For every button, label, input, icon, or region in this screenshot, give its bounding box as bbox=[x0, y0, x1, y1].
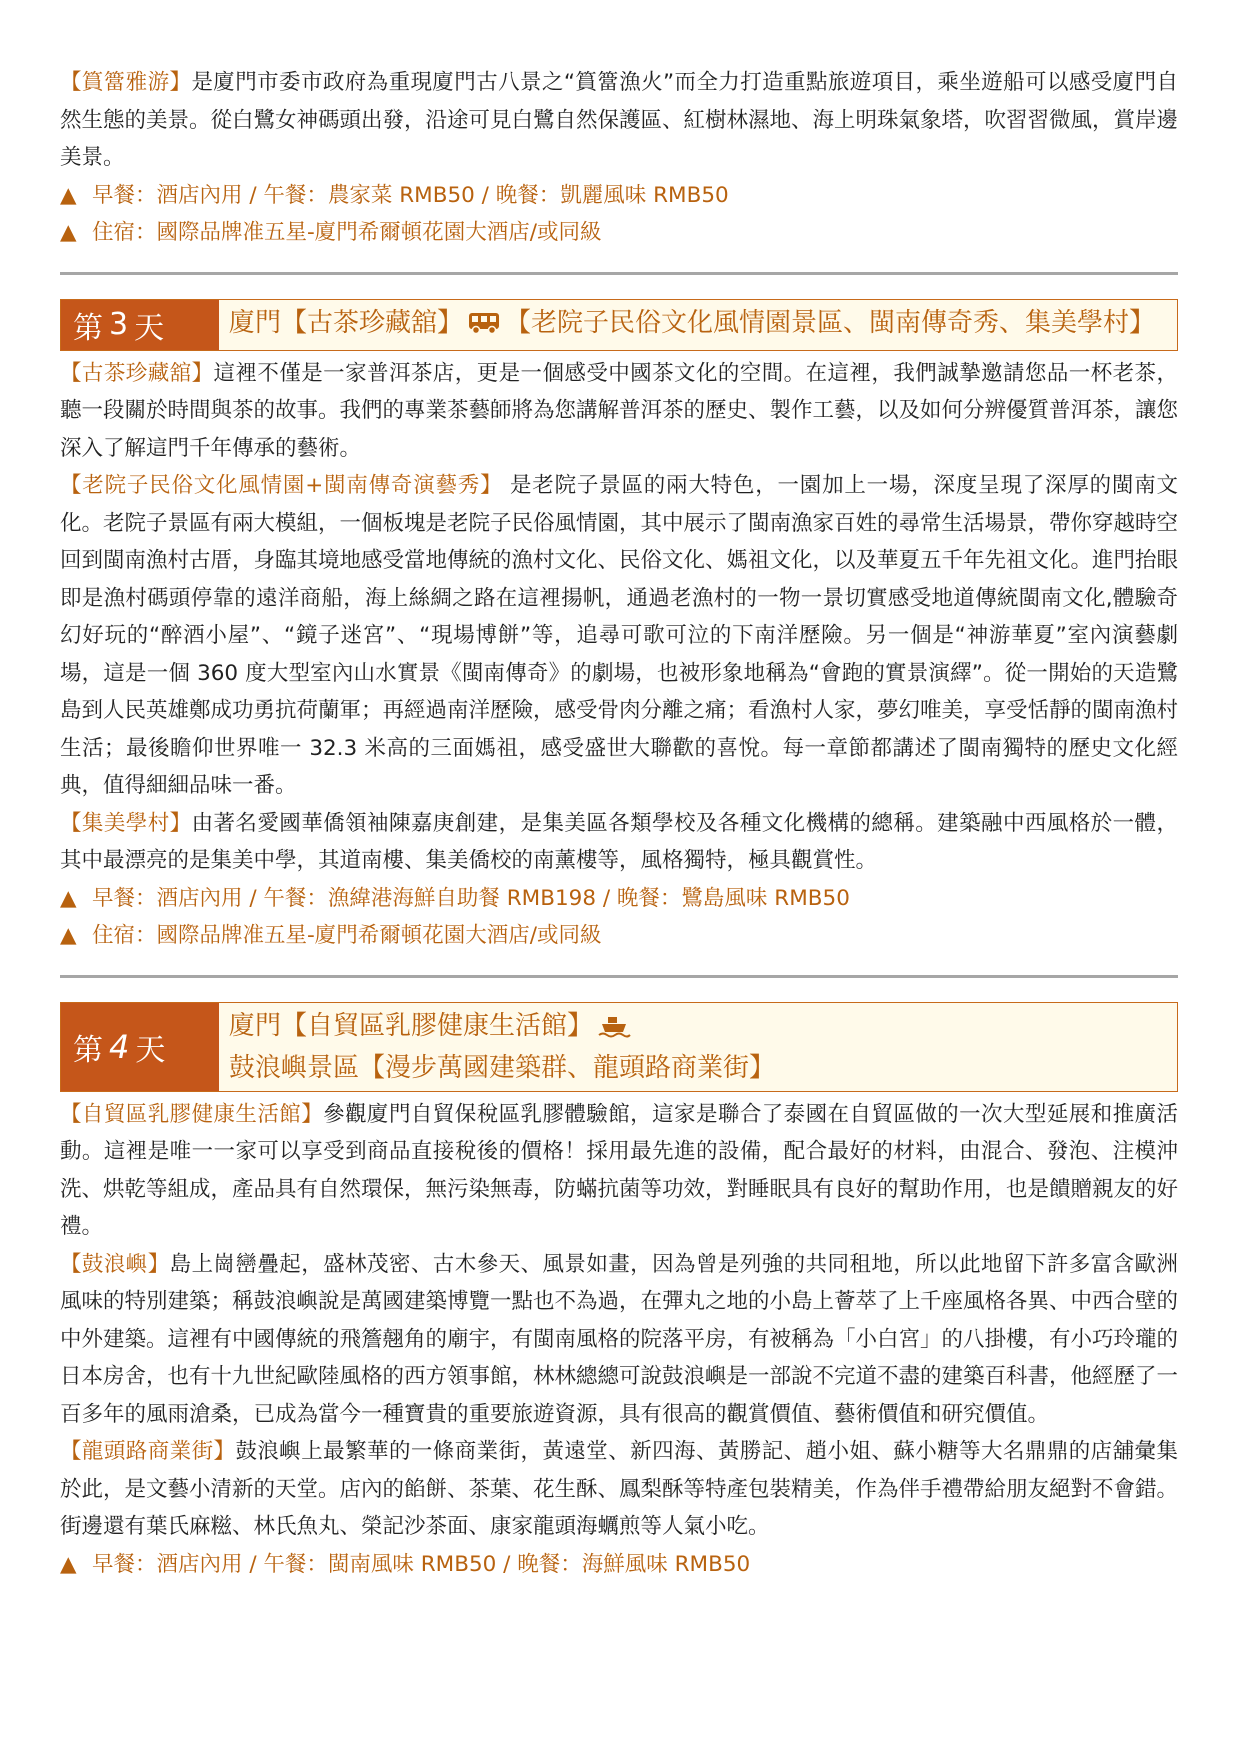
section-text: 這裡不僅是一家普洱茶店，更是一個感受中國茶文化的空間。在這裡，我們誠摯邀請您品一杯老茶，聽一段關於時間與茶的故事。我們的專業茶藝師將為您講解普洱茶的歷史、製作工藝，以及如何分辨優質普洱茶，讓您深入了解這門千年傳承的藝術。 bbox=[60, 360, 1179, 461]
intro-meal-line bbox=[60, 177, 1178, 215]
triangle-bullet-icon: ▲ bbox=[60, 220, 77, 245]
section-tag: 【古茶珍藏舘】 bbox=[60, 360, 214, 386]
day-number: 4 bbox=[109, 1027, 130, 1066]
section-tag: 【龍頭路商業街】 bbox=[60, 1439, 236, 1464]
day4-section-1 bbox=[60, 1096, 1178, 1246]
triangle-bullet-icon: ▲ bbox=[60, 1551, 77, 1577]
section-text: 島上崗巒疊起，盛林茂密、古木參天、風景如畫，因為曾是列強的共同租地，所以此地留下許多富含歐洲風味的特別建築；稱鼓浪嶼說是萬國建築博覽一點也不為過，在彈丸之地的小島上薈萃了上千座風格各異、中西合壁的中外建築。這裡有中國傳統的飛簷翹角的廟宇，有閩南風格的院落平房，有被稱為「小白宮」的八掛樓，有小巧玲瓏的日本房舍，也有十九世紀歐陸風格的西方領事館，林林總總可說鼓浪嶼是一部說不完道不盡的建築百科書，他經歷了一百多年的風雨滄桑，已成為當今一種寶貴的重要旅遊資源，具有很高的觀賞價值、藝術價值和研究價值。 bbox=[60, 1251, 1179, 1427]
day-number: 3 bbox=[109, 307, 129, 342]
intro-hotel: 住宿：國際品牌准五星-廈門希爾頓花園大酒店/或同級 bbox=[92, 220, 602, 245]
day3-section-1 bbox=[60, 355, 1178, 468]
day4-meal-line bbox=[60, 1546, 1178, 1584]
section-tag: 【自貿區乳膠健康生活館】 bbox=[60, 1101, 324, 1127]
section-text: 由著名愛國華僑領袖陳嘉庚創建，是集美區各類學校及各種文化機構的總稱。建築融中西風格於一體，其中最漂亮的是集美中學，其道南樓、集美僑校的南薰樓等，風格獨特，極具觀賞性。 bbox=[60, 810, 1178, 873]
day3-section-3 bbox=[60, 805, 1178, 880]
ferry-icon bbox=[597, 1011, 631, 1049]
day4-label bbox=[61, 1003, 219, 1091]
day-suffix: 天 bbox=[135, 1032, 166, 1068]
day3-title bbox=[219, 300, 1177, 350]
intro-hotel-line bbox=[60, 214, 1178, 252]
day3-header bbox=[60, 299, 1178, 351]
day3-meal: 早餐：酒店內用 / 午餐：漁緯港海鮮自助餐 RMB198 / 晚餐：鷺島風味 RMB50 bbox=[92, 885, 850, 911]
section-tag: 【集美學村】 bbox=[60, 810, 192, 836]
intro-tag: 【篔簹雅游】 bbox=[60, 70, 192, 95]
intro-text: 是廈門市委市政府為重現廈門古八景之“篔簹漁火”而全力打造重點旅遊項目，乘坐遊船可以感受廈門自然生態的美景。從白鷺女神碼頭出發，沿途可見白鷺自然保護區、紅樹林濕地、海上明珠氣象塔，吹習習微風，賞岸邊美景。 bbox=[60, 70, 1179, 170]
day-prefix: 第 bbox=[73, 1032, 103, 1068]
day4-header bbox=[60, 1002, 1178, 1092]
day-prefix: 第 bbox=[73, 310, 103, 346]
section-text: 鼓浪嶼上最繁華的一條商業街，黃遠堂、新四海、黃勝記、趙小姐、蘇小糖等大名鼎鼎的店舖彙集於此，是文藝小清新的天堂。店內的餡餅、茶葉、花生酥、鳳梨酥等特產包裝精美，作為伴手禮帶給朋友絕對不會錯。街邊還有葉氏麻糍、林氏魚丸、榮記沙茶面、康家龍頭海蠣煎等人氣小吃。 bbox=[60, 1439, 1179, 1539]
section-divider bbox=[60, 272, 1178, 275]
day3-section-2 bbox=[60, 467, 1178, 805]
day3-meal-line bbox=[60, 880, 1178, 918]
day4-meal: 早餐：酒店內用 / 午餐：閩南風味 RMB50 / 晚餐：海鮮風味 RMB50 bbox=[92, 1551, 751, 1577]
itinerary-page bbox=[60, 64, 1178, 1583]
section-divider bbox=[60, 975, 1178, 978]
triangle-bullet-icon: ▲ bbox=[60, 182, 77, 208]
section-text: 是老院子景區的兩大特色，一園加上一場，深度呈現了深厚的閩南文化。老院子景區有兩大模組，一個板塊是老院子民俗風情園，其中展示了閩南漁家百姓的尋常生活場景，帶你穿越時空回到閩南漁村古厝，身臨其境地感受當地傳統的漁村文化、民俗文化、媽祖文化，以及華夏五千年先祖文化。進門抬眼即是漁村碼頭停靠的遠洋商船，海上絲綢之路在這裡揚帆，通過老漁村的一物一景切實感受地道傳統閩南文化,體驗奇幻好玩的“醉酒小屋”、“鏡子迷宮”、“現場博餅”等，追尋可歌可泣的下南洋歷險。另一個是“神游華夏”室內演藝劇場，這是一個 360 度大型室內山水實景《閩南傳奇》的劇場，也被形象地稱為“會跑的實景演繹”。從一開始的天造鷺島到人民英雄鄭成功勇抗荷蘭軍；再經過南洋歷險，感受骨肉分離之痛；看漁村人家，夢幻唯美，享受恬靜的閩南漁村生活；最後瞻仰世界唯一 32.3 米高的三面媽祖，感受盛世大聯歡的喜悅。每一章節都講述了閩南獨特的歷史文化經典，值得細細品味一番。 bbox=[60, 473, 1179, 798]
day4-title bbox=[219, 1003, 1177, 1091]
day4-title-part2: 鼓浪嶼景區【漫步萬國建築群、龍頭路商業街】 bbox=[229, 1052, 776, 1083]
day3-hotel: 住宿：國際品牌准五星-廈門希爾頓花園大酒店/或同級 bbox=[92, 923, 602, 948]
day3-label bbox=[61, 300, 219, 350]
section-tag: 【鼓浪嶼】 bbox=[60, 1251, 170, 1277]
section-text: 參觀廈門自貿保稅區乳膠體驗館，這家是聯合了泰國在自貿區做的一次大型延展和推廣活動。這裡是唯一一家可以享受到商品直接稅後的價格！採用最先進的設備，配合最好的材料，由混合、發泡、注模沖洗、烘乾等組成，產品具有自然環保，無污染無毒，防蟎抗菌等功效，對睡眠具有良好的幫助作用，也是饋贈親友的好禮。 bbox=[60, 1101, 1179, 1239]
triangle-bullet-icon: ▲ bbox=[60, 885, 77, 911]
intro-meal: 早餐：酒店內用 / 午餐：農家菜 RMB50 / 晚餐：凱麗風味 RMB50 bbox=[92, 182, 729, 208]
day3-hotel-line bbox=[60, 917, 1178, 955]
day4-title-part1: 廈門【自貿區乳膠健康生活館】 bbox=[229, 1010, 594, 1041]
bus-icon bbox=[467, 308, 501, 346]
triangle-bullet-icon: ▲ bbox=[60, 923, 77, 948]
intro-paragraph bbox=[60, 64, 1178, 177]
section-tag: 【老院子民俗文化風情園+閩南傳奇演藝秀】 bbox=[60, 473, 503, 498]
day-suffix: 天 bbox=[134, 310, 165, 346]
day4-section-2 bbox=[60, 1246, 1178, 1434]
day3-title-part1: 廈門【古茶珍藏舘】 bbox=[229, 307, 464, 338]
day3-title-part2: 【老院子民俗文化風情園景區、閩南傳奇秀、集美學村】 bbox=[505, 307, 1156, 338]
day4-section-3 bbox=[60, 1433, 1178, 1546]
